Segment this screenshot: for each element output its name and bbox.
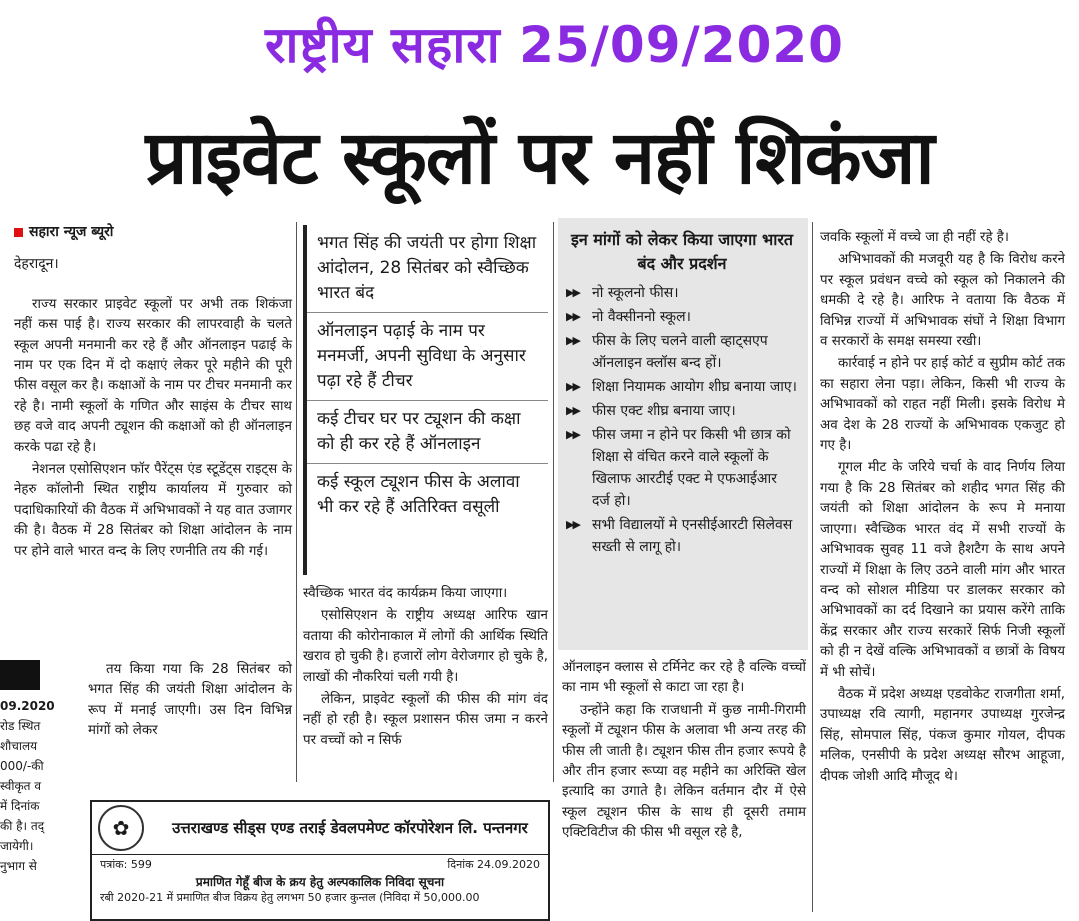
demand-text: नो वैक्सीननो स्कूल। bbox=[592, 309, 691, 325]
notice-title: उत्तराखण्ड सीड्स एण्ड तराई डेवलपमेण्ट कॉरपोरेशन लि. पन्तनगर bbox=[172, 819, 528, 837]
fragment-line: में दिनांक bbox=[0, 799, 40, 813]
paragraph: तय किया गया कि 28 सितंबर को भगत सिंह की जयंती शिक्षा आंदोलन के रूप में मनाई जाएगी। उस दिन विभिन्न मांगों को लेकर bbox=[88, 662, 292, 739]
paragraph: नेशनल एसोसिएशन फॉर पैरेंट्स एंड स्टूडेंट्स राइट्स के नेहरु कॉलोनी स्थित राष्ट्रीय कार्यालय में गुरुवार को पदाधिकारियों की वैठक में अभिभावकों ने यह वात उजागर की है। वैठक में 28 सितंबर को शिक्षा आंदोलन के नाम पर होने वाले भारत वन्द के लिए रणनीति तय की गई। bbox=[14, 462, 292, 559]
list-item bbox=[566, 376, 798, 398]
column-divider bbox=[553, 222, 554, 782]
fragment-line: शौचालय bbox=[0, 739, 38, 753]
notice-meta bbox=[92, 854, 548, 874]
article-column-3 bbox=[562, 658, 806, 846]
emblem-icon: ✿ bbox=[98, 805, 144, 851]
headline-text: प्राइवेट स्कूलों पर नहीं शिकंजा bbox=[145, 115, 934, 201]
fragment-line: स्वीकृत व bbox=[0, 779, 41, 793]
list-item bbox=[566, 424, 798, 512]
demands-box bbox=[558, 218, 808, 650]
paragraph: कार्रवाई न होने पर हाई कोर्ट व सुप्रीम कोर्ट तक का सहारा लेना पड़ा। लेकिन, किसी भी राज्य के अभिभावकों को राहत नहीं मिली। इसके विरोध मे अव देश के 28 राज्यों के अभिभावक एकजुट हो गए है। bbox=[820, 356, 1065, 454]
article-column-1 bbox=[14, 222, 292, 564]
pull-quote: कई टीचर घर पर ट्यूशन की कक्षा को ही कर रहे हैं ऑनलाइन bbox=[303, 401, 548, 464]
pull-quotes bbox=[303, 225, 548, 526]
paragraph: राज्य सरकार प्राइवेट स्कूलों पर अभी तक शिकंजा नहीं कस पाई है। राज्य सरकार की लापरवाही के चलते स्कूल अपनी मनमानी कर रहे हैं और ऑनलाइन पढाई के नाम पर एक दिन में दो कक्षाएं लेकर पूरे महीने की पूरी फीस वसूल कर है। कक्षाओं के नाम पर टीचर मनमानी कर रहे है। नामी स्कूलों के गणित और साइंस के टीचर साथ छह वजे वाद अपनी ट्यूशन की कक्षाओं को ही ऑनलाइन करके पढा रहे है। bbox=[14, 296, 292, 455]
paragraph: स्वैच्छिक भारत वंद कार्यक्रम किया जाएगा। bbox=[303, 586, 508, 601]
arrow-icon: ▶▶ bbox=[566, 334, 579, 347]
paragraph: जवकि स्कूलों में वच्चे जा ही नहीं रहे है। bbox=[820, 230, 1009, 245]
arrow-icon: ▶▶ bbox=[566, 310, 579, 323]
article-column-1-lower bbox=[88, 660, 292, 744]
headline bbox=[0, 108, 1079, 208]
pull-quote: भगत सिंह की जयंती पर होगा शिक्षा आंदोलन, 28 सितंबर को स्वैच्छिक भारत बंद bbox=[303, 225, 548, 313]
pull-quote: कई स्कूल ट्यूशन फीस के अलावा भी कर रहे हैं अतिरिक्त वसूली bbox=[317, 472, 520, 517]
demand-text: फीस के लिए चलने वाली व्हाट्सएप ऑनलाइन क्लॉस बन्द हों। bbox=[592, 333, 768, 371]
notice-subtitle: प्रमाणित गेहूँ बीज के क्रय हेतु अल्पकालिक निविदा सूचना bbox=[195, 875, 445, 889]
paragraph: लेकिन, प्राइवेट स्कूलों की फीस की मांग वंद नहीं हो रही है। स्कूल प्रशासन फीस जमा न करने पर वच्चों को न सिर्फ bbox=[303, 692, 548, 748]
arrow-icon: ▶▶ bbox=[566, 518, 579, 531]
list-item bbox=[566, 400, 798, 422]
arrow-icon: ▶▶ bbox=[566, 428, 579, 441]
notice-date: दिनांक 24.09.2020 bbox=[447, 858, 540, 871]
demand-text: फीस एक्ट शीघ्र बनाया जाए। bbox=[592, 403, 736, 419]
list-item bbox=[566, 330, 798, 374]
fragment-line: जायेगी। bbox=[0, 839, 34, 853]
paragraph: ऑनलाइन क्लास से टर्मिनेट कर रहे है वल्कि वच्चों का नाम भी स्कूलों से काटा जा रहा है। bbox=[562, 660, 806, 696]
demands-title: इन मांगों को लेकर किया जाएगा भारत बंद और प्रदर्शन bbox=[570, 230, 794, 273]
dateline: देहरादून। bbox=[14, 256, 59, 273]
notice-ref: पत्रांक: 599 bbox=[100, 858, 152, 871]
article-column-2 bbox=[303, 584, 548, 753]
fragment-line: की है। तद् bbox=[0, 819, 45, 833]
demands-list bbox=[566, 282, 798, 558]
demand-text: फीस जमा न होने पर किसी भी छात्र को शिक्षा से वंचित करने वाले स्कूलों के खिलाफ आरटीई एक्ट मे एफआईआर दर्ज हो। bbox=[592, 427, 791, 509]
list-item bbox=[566, 514, 798, 558]
list-item bbox=[566, 306, 798, 328]
paragraph: वैठक में प्रदेश अध्यक्ष एडवोकेट राजगीता शर्मा, उपाध्यक्ष रवि त्यागी, महानगर उपाध्यक्ष गुरजेन्द्र सिंह, सोमपाल सिंह, पंकज कुमार गोयल, दीपक मलिक, एनसीपी के प्रदेश अध्यक्ष सौरभ आहूजा, दीपक जोशी आदि मौजूद थे। bbox=[820, 686, 1065, 784]
column-divider bbox=[296, 222, 297, 782]
arrow-icon: ▶▶ bbox=[566, 380, 579, 393]
demand-text: शिक्षा नियामक आयोग शीघ्र बनाया जाए। bbox=[592, 379, 797, 395]
black-block bbox=[0, 660, 40, 690]
masthead-title: राष्ट्रीय सहारा 25/09/2020 bbox=[265, 16, 844, 74]
notice-text: रबी 2020-21 में प्रमाणित बीज विक्रय हेतु लगभग 50 हजार कुन्तल (निविदा में 50,000.00 bbox=[100, 891, 480, 904]
paragraph: एसोसिएशन के राष्ट्रीय अध्यक्ष आरिफ खान वताया की कोरोनाकाल में लोगों की आर्थिक स्थिति खराव हो चुकी है। हजारों लोग वेरोजगार हो चुके है, लाखों की नौकरियां चली गयी है। bbox=[303, 608, 548, 685]
arrow-icon: ▶▶ bbox=[566, 404, 579, 417]
arrow-icon: ▶▶ bbox=[566, 286, 579, 299]
demand-text: सभी विद्यालयों मे एनसीईआरटी सिलेवस सख्ती से लागू हो। bbox=[592, 517, 793, 555]
pull-quote-bar bbox=[303, 225, 307, 575]
tender-notice bbox=[90, 800, 550, 921]
column-divider bbox=[812, 222, 813, 912]
byline-text: सहारा न्यूज ब्यूरो bbox=[29, 224, 114, 240]
fragment-line: नुभाग से bbox=[0, 859, 37, 873]
adjacent-story-fragment bbox=[0, 660, 80, 921]
list-item bbox=[566, 282, 798, 304]
fragment-date: 09.2020 bbox=[0, 699, 55, 713]
demand-text: नो स्कूलनो फीस। bbox=[592, 285, 679, 301]
notice-header bbox=[92, 802, 548, 854]
article-column-4 bbox=[820, 228, 1065, 789]
byline bbox=[14, 222, 292, 242]
byline-marker-icon bbox=[14, 228, 23, 237]
paragraph: गूगल मीट के जरिये चर्चा के वाद निर्णय लिया गया है कि 28 सितंबर को शहीद भगत सिंह की जयंती को शिक्षा आंदोलन के रूप मे मनाया जाएगा। स्वैच्छिक भारत वंद में सभी राज्यों के अभिभावक सुवह 11 वजे हैशटैग के साथ अपने राज्यों में शिक्षा के लिए उठने वाली मांग और भारत वन्द को सोशल मीडिया पर डालकर सरकार को अभिभावकों का दर्द दिखाने का प्रयास करेंगे ताकि केंद्र सरकार और राज्य सरकारें सिर्फ निजी स्कूलों को ही न देखें वल्कि अभिभावकों व छात्रों के विषय में भी सोचें। bbox=[820, 460, 1065, 680]
paragraph: उन्होंने कहा कि राजधानी में कुछ नामी-गिरामी स्कूलों में ट्यूशन फीस के अलावा भी अन्य तरह की फीस ली जाती है। ट्यूशन फीस तीन हजार रूपये है और तीन हजार रूप्या वह महीने का अरिक्ति खेल इत्यादि का उगाते है। लेकिन वर्तमान दौर में ऐसे स्कूल ट्यूशन फीस के साथ ही दूसरी तमाम एक्टिविटीज की फीस भी वसूल रहे है, bbox=[562, 702, 806, 841]
pull-quote: ऑनलाइन पढ़ाई के नाम पर मनमर्जी, अपनी सुविधा के अनुसार पढ़ा रहे हैं टीचर bbox=[303, 313, 548, 401]
masthead bbox=[0, 0, 1079, 100]
fragment-line: रोड स्थित bbox=[0, 719, 41, 733]
paragraph: अभिभावकों की मजवूरी यह है कि विरोध करने पर स्कूल प्रवंधन वच्चे को स्कूल को निकालने की धमकी दे रहे है। आरिफ ने वताया कि वैठक में विभिन्न राज्यों में अभिभावक संघों ने शिक्षा विभाग व सरकारों के समक्ष समस्या रखी। bbox=[820, 252, 1065, 350]
fragment-line: 000/-की bbox=[0, 759, 44, 773]
